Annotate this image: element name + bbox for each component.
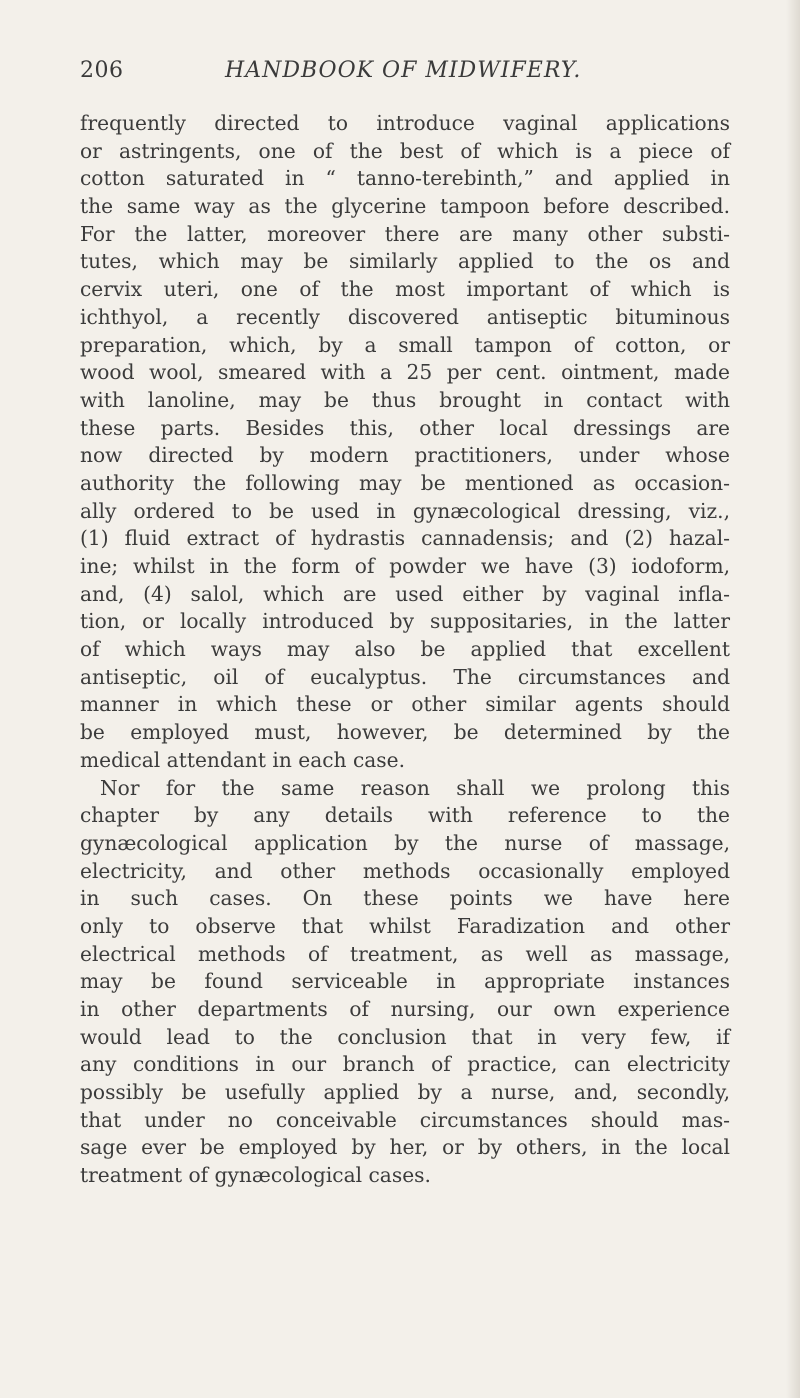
text-line: the same way as the glycerine tampoon before described.: [80, 194, 730, 219]
text-line: that under no conceivable circumstances should mas-: [80, 1107, 730, 1132]
text-line: with lanoline, may be thus brought in contact with: [80, 387, 730, 412]
page-edge-shadow: [786, 0, 800, 1398]
text-line: ally ordered to be used in gynæcological dressing, viz.,: [80, 498, 730, 523]
text-line: ine; whilst in the form of powder we have (3) iodoform,: [80, 554, 730, 578]
text-line: tion, or locally introduced by suppositaries, in the latter: [80, 609, 730, 634]
paragraph-end-line: medical attendant in each case.: [80, 747, 406, 772]
text-line: electrical methods of treatment, as well as massage,: [80, 941, 730, 966]
text-line: these parts. Besides this, other local dressings are: [80, 415, 730, 440]
text-line: manner in which these or other similar agents should: [80, 692, 730, 717]
text-line: in such cases. On these points we have here: [80, 886, 730, 911]
text-line: gynæcological application by the nurse of massage,: [80, 830, 730, 855]
text-line: tutes, which may be similarly applied to the os and: [80, 249, 730, 274]
text-line: (1) fluid extract of hydrastis cannadensis; and (2) hazal-: [80, 526, 730, 551]
text-line: electricity, and other methods occasionally employed: [80, 858, 730, 883]
text-line: only to observe that whilst Faradization and other: [80, 913, 730, 938]
text-line: and, (4) salol, which are used either by vaginal infla-: [80, 581, 730, 606]
body-text: [80, 110, 730, 1190]
paragraph-end-line: treatment of gynæcological cases.: [80, 1163, 431, 1188]
text-line: cotton saturated in “ tanno-terebinth,” and applied in: [80, 166, 730, 191]
text-line: now directed by modern practitioners, under whose: [80, 443, 730, 468]
text-line: preparation, which, by a small tampon of cotton, or: [80, 332, 730, 357]
text-line: in other departments of nursing, our own experience: [80, 997, 730, 1021]
text-line: frequently directed to introduce vaginal applications: [80, 111, 730, 135]
text-line: ichthyol, a recently discovered antiseptic bituminous: [80, 304, 730, 329]
paragraph-start-line: Nor for the same reason shall we prolong this: [100, 775, 730, 800]
text-line: antiseptic, oil of eucalyptus. The circumstances and: [80, 664, 730, 689]
text-line: cervix uteri, one of the most important of which is: [80, 277, 730, 302]
text-line: may be found serviceable in appropriate instances: [80, 969, 730, 994]
text-line: of which ways may also be applied that excellent: [80, 637, 730, 662]
text-line: any conditions in our branch of practice, can electricity: [80, 1052, 730, 1077]
text-line: be employed must, however, be determined by the: [80, 720, 730, 745]
text-line: would lead to the conclusion that in very few, if: [80, 1024, 730, 1049]
text-line: chapter by any details with reference to the: [80, 803, 730, 828]
page-number: 206: [80, 58, 124, 83]
text-line: sage ever be employed by her, or by others, in the local: [80, 1135, 730, 1160]
running-title: HANDBOOK OF MIDWIFERY.: [225, 58, 582, 83]
text-line: possibly be usefully applied by a nurse, and, secondly,: [80, 1080, 730, 1105]
text-line: For the latter, moreover there are many other substi-: [80, 221, 730, 246]
text-line: authority the following may be mentioned as occasion-: [80, 470, 730, 495]
running-header: [80, 58, 730, 98]
text-line: or astringents, one of the best of which is a piece of: [80, 138, 730, 163]
text-line: wood wool, smeared with a 25 per cent. ointment, made: [80, 360, 730, 385]
